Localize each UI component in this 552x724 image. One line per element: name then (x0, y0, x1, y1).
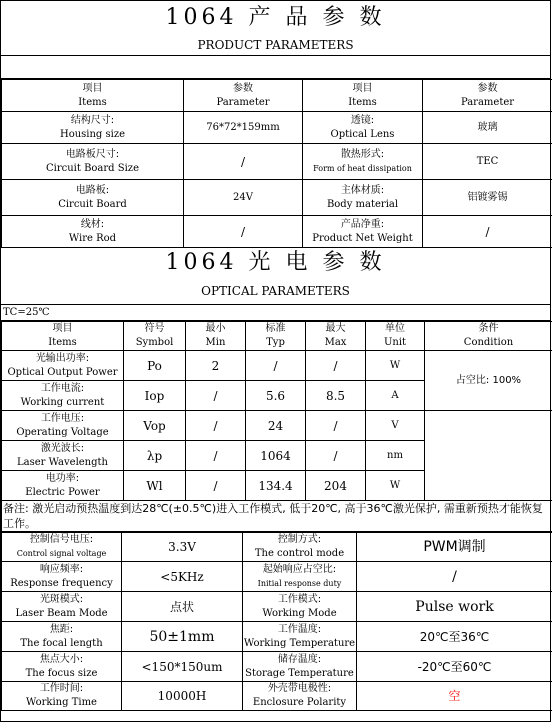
header-items-2 (303, 80, 423, 112)
header-parameter-1 (184, 80, 303, 112)
value-circuit-board-size: / (184, 144, 303, 180)
item-en: Response frequency (10, 577, 113, 589)
item-cn: 散热形式: (340, 148, 385, 160)
item-wire-rod (2, 216, 184, 248)
item-en: Optical Lens (330, 128, 395, 140)
item-en: Control signal voltage (16, 549, 107, 558)
cell-symbol: Po (124, 351, 186, 381)
item-cn: 工作温度: (277, 623, 322, 635)
item-en: Working current (20, 396, 105, 408)
header-parameter-en: Parameter (460, 96, 515, 108)
cell-unit: A (366, 381, 425, 411)
cell-typ: 134.4 (246, 471, 306, 501)
value-focus-size: <150*150um (122, 652, 243, 682)
cell-max: / (306, 411, 366, 441)
item-en: Working Temperature (243, 637, 356, 649)
header-en: Min (205, 337, 226, 348)
cell-typ: / (246, 351, 306, 381)
header-cn: 符号 (144, 323, 165, 334)
header-parameter-cn: 参数 (233, 82, 253, 94)
header-max (306, 322, 366, 351)
product-table (1, 79, 552, 248)
value-heat-dissipation: TEC (423, 144, 552, 180)
value-working-time: 10000H (122, 682, 243, 711)
spacer-row (1, 56, 550, 79)
cell-condition-empty (425, 411, 552, 501)
header-en: Items (48, 337, 77, 348)
item-cn: 激光波长: (40, 442, 85, 454)
item-cn: 控制方式: (277, 534, 322, 545)
row-working-current (2, 381, 124, 411)
optical-subtitle: OPTICAL PARAMETERS (1, 278, 550, 305)
header-symbol (124, 322, 186, 351)
header-en: Condition (463, 337, 514, 348)
header-cn: 标准 (265, 323, 286, 334)
item-net-weight (303, 216, 423, 248)
table-row (2, 411, 552, 441)
item-cn: 结构尺寸: (70, 114, 115, 126)
header-min (186, 322, 246, 351)
optical-header (1, 248, 550, 321)
cell-unit: W (366, 351, 425, 381)
item-enclosure-polarity (243, 682, 357, 711)
item-cn: 主体材质: (340, 184, 385, 196)
cell-symbol: Iop (124, 381, 186, 411)
value-focal-length: 50±1mm (122, 622, 243, 652)
cell-unit: W (366, 471, 425, 501)
header-items-en: Items (348, 96, 377, 108)
item-cn: 焦点大小: (39, 653, 84, 665)
item-focus-size (2, 652, 122, 682)
item-control-mode (243, 533, 357, 562)
row-electric-power (2, 471, 124, 501)
cell-min: / (186, 381, 246, 411)
item-cn: 起始响应占空比: (262, 563, 337, 575)
cell-max: 8.5 (306, 381, 366, 411)
header-unit (366, 322, 425, 351)
header-cn: 条件 (478, 323, 499, 334)
row-laser-wavelength (2, 441, 124, 471)
product-header (1, 1, 550, 79)
table-row (2, 216, 552, 248)
optical-table (1, 321, 552, 532)
item-en: The focal length (20, 637, 103, 649)
item-en: Housing size (59, 128, 126, 140)
cell-typ: 1064 (246, 441, 306, 471)
value-circuit-board: 24V (184, 180, 303, 216)
item-body-material (303, 180, 423, 216)
value-response-frequency: <5KHz (122, 562, 243, 592)
table-row (2, 180, 552, 216)
table-row (2, 562, 552, 592)
header-condition (425, 322, 552, 351)
item-en: Working Time (26, 697, 97, 708)
item-en: Form of heat dissipation (313, 163, 412, 173)
table-row (2, 112, 552, 144)
item-heat-dissipation (303, 144, 423, 180)
item-en: Laser Beam Mode (15, 607, 108, 619)
product-title: 1064 产 品 参 数 (165, 5, 386, 30)
item-cn: 响应频率: (39, 563, 84, 575)
item-cn: 工作模式: (277, 593, 322, 605)
cell-typ: 5.6 (246, 381, 306, 411)
item-en: Initial response duty (257, 578, 342, 588)
item-cn: 透镜: (350, 114, 375, 126)
header-en: Symbol (135, 337, 174, 348)
product-table-header (2, 80, 552, 112)
header-items-en: Items (78, 96, 107, 108)
cell-symbol: Wl (124, 471, 186, 501)
cell-max: 204 (306, 471, 366, 501)
header-items (2, 322, 124, 351)
cell-condition: 占空比: 100% (425, 351, 552, 411)
optical-table-header (2, 322, 552, 351)
header-parameter-en: Parameter (216, 96, 270, 108)
item-control-signal-voltage (2, 533, 122, 562)
item-cn: 光斑模式: (39, 593, 84, 605)
item-en: Wire Rod (68, 232, 117, 244)
item-en: Circuit Board Size (46, 162, 139, 174)
value-working-temperature: 20℃至36℃ (357, 622, 552, 652)
header-items-cn: 项目 (82, 82, 103, 94)
row-operating-voltage (2, 411, 124, 441)
table-row (2, 682, 552, 711)
note-text: 备注: 激光启动预热温度到达28℃(±0.5℃)进入工作模式, 低于20℃, 高于36℃激光保护, 需重新预热才能恢复工作。 (2, 501, 552, 532)
item-en: Product Net Weight (312, 232, 413, 244)
control-table (1, 532, 552, 711)
header-en: Typ (266, 337, 285, 348)
cell-max: / (306, 441, 366, 471)
cell-unit: nm (366, 441, 425, 471)
header-items-cn: 项目 (352, 82, 373, 94)
item-cn: 储存温度: (277, 653, 322, 665)
item-cn: 工作电压: (40, 412, 85, 424)
header-en: Unit (383, 337, 407, 348)
value-control-mode: PWM调制 (357, 533, 552, 562)
value-working-mode: Pulse work (357, 592, 552, 622)
cell-typ: 24 (246, 411, 306, 441)
value-wire-rod: / (184, 216, 303, 248)
cell-min: / (186, 411, 246, 441)
item-cn: 产品净重: (340, 218, 385, 230)
item-working-temperature (243, 622, 357, 652)
cell-min: / (186, 471, 246, 501)
item-en: Circuit Board (58, 198, 127, 210)
cell-symbol: Vop (124, 411, 186, 441)
item-circuit-board (2, 180, 184, 216)
table-row (2, 351, 552, 381)
value-housing-size: 76*72*159mm (184, 112, 303, 144)
cell-symbol: λp (124, 441, 186, 471)
cell-max: / (306, 351, 366, 381)
tc-condition: TC=25℃ (1, 305, 550, 321)
note-row (2, 501, 552, 532)
item-en: The control mode (254, 548, 345, 559)
item-response-frequency (2, 562, 122, 592)
item-cn: 工作电流: (40, 382, 85, 394)
header-cn: 最小 (205, 323, 226, 334)
header-parameter-2 (423, 80, 552, 112)
item-initial-response-duty (243, 562, 357, 592)
value-body-material: 铝镀雾锡 (423, 180, 552, 216)
item-cn: 工作时间: (39, 683, 84, 694)
item-cn: 控制信号电压: (29, 534, 94, 545)
item-en: Enclosure Polarity (252, 697, 347, 708)
table-row (2, 622, 552, 652)
value-storage-temperature: -20℃至60℃ (357, 652, 552, 682)
item-cn: 线材: (80, 218, 105, 230)
value-initial-response-duty: / (357, 562, 552, 592)
item-optical-lens (303, 112, 423, 144)
item-en: Storage Temperature (245, 667, 354, 679)
item-cn: 外壳带电极性: (267, 683, 332, 694)
item-laser-beam-mode (2, 592, 122, 622)
value-enclosure-polarity: 空 (357, 682, 552, 711)
item-cn: 电路板: (75, 184, 110, 196)
value-control-signal-voltage: 3.3V (122, 533, 243, 562)
item-en: Operating Voltage (16, 426, 109, 438)
item-cn: 电功率: (45, 472, 80, 484)
row-optical-output-power (2, 351, 124, 381)
table-row (2, 592, 552, 622)
item-cn: 焦距: (49, 623, 74, 635)
item-cn: 光输出功率: (35, 352, 90, 364)
item-housing-size (2, 112, 184, 144)
item-en: Laser Wavelength (17, 456, 108, 468)
cell-min: 2 (186, 351, 246, 381)
item-en: Working Mode (262, 607, 337, 619)
header-cn: 最大 (325, 323, 346, 334)
table-row (2, 652, 552, 682)
header-parameter-cn: 参数 (477, 82, 498, 94)
item-focal-length (2, 622, 122, 652)
product-subtitle: PRODUCT PARAMETERS (1, 35, 550, 56)
item-en: Electric Power (25, 486, 100, 498)
item-working-mode (243, 592, 357, 622)
item-cn: 电路板尺寸: (65, 148, 120, 160)
table-row (2, 533, 552, 562)
item-en: Optical Output Power (7, 366, 118, 378)
item-working-time (2, 682, 122, 711)
header-cn: 单位 (385, 323, 405, 334)
value-laser-beam-mode: 点状 (122, 592, 243, 622)
item-circuit-board-size (2, 144, 184, 180)
header-cn: 项目 (52, 323, 73, 334)
header-typ (246, 322, 306, 351)
header-items-1 (2, 80, 184, 112)
optical-title: 1064 光 电 参 数 (165, 250, 386, 275)
item-en: Body material (326, 198, 399, 210)
table-row (2, 144, 552, 180)
value-net-weight: / (423, 216, 552, 248)
cell-min: / (186, 441, 246, 471)
cell-unit: V (366, 411, 425, 441)
item-en: The focus size (25, 667, 98, 679)
item-storage-temperature (243, 652, 357, 682)
value-optical-lens: 玻璃 (423, 112, 552, 144)
header-en: Max (324, 337, 347, 348)
